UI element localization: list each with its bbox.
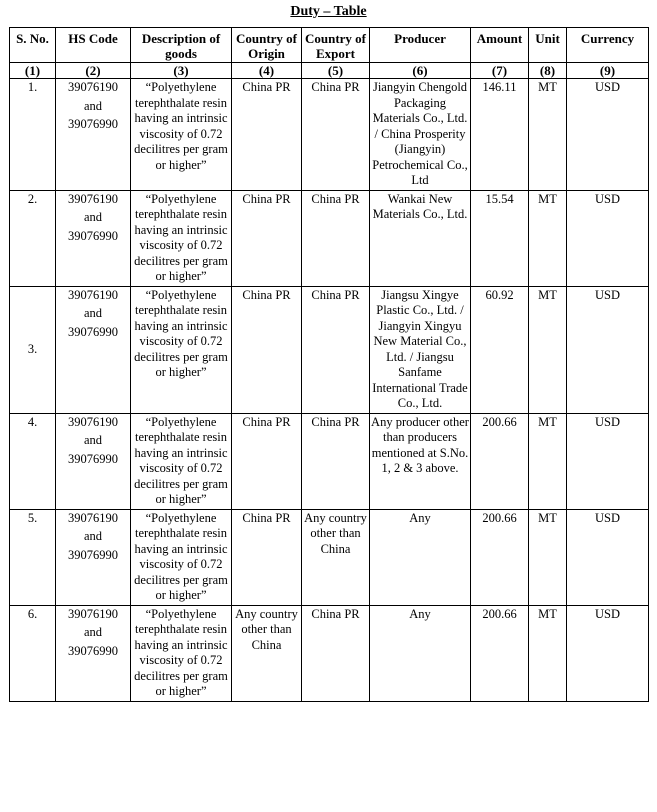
cell-producer: Wankai New Materials Co., Ltd. — [370, 190, 471, 286]
column-number-row — [10, 63, 649, 79]
col-num: (2) — [56, 63, 131, 79]
col-num: (7) — [471, 63, 529, 79]
cell-currency: USD — [567, 509, 649, 605]
cell-unit: MT — [529, 413, 567, 509]
cell-country-origin: Any country other than China — [232, 605, 302, 701]
cell-description: “Polyethylene terephthalate resin having an intrinsic viscosity of 0.72 decilitres per gram or higher” — [131, 190, 232, 286]
cell-currency: USD — [567, 79, 649, 191]
hs-code-and: and — [83, 210, 103, 224]
table-row — [10, 286, 649, 413]
header-amount: Amount — [471, 28, 529, 63]
col-num: (1) — [10, 63, 56, 79]
cell-description: “Polyethylene terephthalate resin having an intrinsic viscosity of 0.72 decilitres per gram or higher” — [131, 605, 232, 701]
header-unit: Unit — [529, 28, 567, 63]
cell-producer: Any producer other than producers mentioned at S.No. 1, 2 & 3 above. — [370, 413, 471, 509]
table-title: Duty – Table — [290, 4, 367, 19]
cell-unit: MT — [529, 605, 567, 701]
cell-currency: USD — [567, 286, 649, 413]
hs-code-and: and — [83, 433, 103, 447]
cell-country-origin: China PR — [232, 190, 302, 286]
table-row — [10, 605, 649, 701]
cell-unit: MT — [529, 190, 567, 286]
hs-code-and: and — [83, 625, 103, 639]
cell-country-origin: China PR — [232, 79, 302, 191]
cell-country-origin: China PR — [232, 509, 302, 605]
cell-description: “Polyethylene terephthalate resin having an intrinsic viscosity of 0.72 decilitres per gram or higher” — [131, 413, 232, 509]
hs-code-and: and — [83, 306, 103, 320]
header-producer: Producer — [370, 28, 471, 63]
header-country-export: Country of Export — [302, 28, 370, 63]
cell-hs-code — [56, 286, 131, 413]
hs-code-1: 39076190 — [68, 606, 118, 621]
cell-amount: 200.66 — [471, 509, 529, 605]
cell-sno: 4. — [10, 413, 56, 509]
col-num: (6) — [370, 63, 471, 79]
hs-code-and: and — [83, 98, 103, 113]
table-row — [10, 79, 649, 191]
hs-code-2: 39076990 — [68, 228, 118, 243]
cell-hs-code — [56, 79, 131, 191]
col-num: (5) — [302, 63, 370, 79]
cell-hs-code — [56, 605, 131, 701]
cell-unit: MT — [529, 509, 567, 605]
cell-hs-code — [56, 190, 131, 286]
cell-description: “Polyethylene terephthalate resin having an intrinsic viscosity of 0.72 decilitres per gram or higher” — [131, 79, 232, 191]
hs-code-1: 39076190 — [68, 80, 118, 94]
hs-code-2: 39076990 — [68, 547, 118, 562]
header-hs-code: HS Code — [56, 28, 131, 63]
cell-currency: USD — [567, 605, 649, 701]
hs-code-and: and — [83, 529, 103, 543]
table-row — [10, 190, 649, 286]
cell-producer: Jiangsu Xingye Plastic Co., Ltd. / Jiangyin Xingyu New Material Co., Ltd. / Jiangsu Sanfame International Trade Co., Ltd. — [370, 286, 471, 413]
cell-country-export: Any country other than China — [302, 509, 370, 605]
cell-unit: MT — [529, 79, 567, 191]
hs-code-2: 39076990 — [68, 117, 118, 131]
cell-description: “Polyethylene terephthalate resin having an intrinsic viscosity of 0.72 decilitres per gram or higher” — [131, 286, 232, 413]
cell-producer: Any — [370, 605, 471, 701]
cell-country-origin: China PR — [232, 286, 302, 413]
cell-amount: 200.66 — [471, 605, 529, 701]
cell-country-export: China PR — [302, 605, 370, 701]
cell-hs-code — [56, 509, 131, 605]
cell-hs-code — [56, 413, 131, 509]
hs-code-1: 39076190 — [68, 510, 118, 525]
cell-unit: MT — [529, 286, 567, 413]
col-num: (4) — [232, 63, 302, 79]
col-num: (8) — [529, 63, 567, 79]
col-num: (3) — [131, 63, 232, 79]
hs-code-1: 39076190 — [68, 287, 118, 302]
cell-country-export: China PR — [302, 190, 370, 286]
cell-amount: 60.92 — [471, 286, 529, 413]
cell-producer: Jiangyin Chengold Packaging Materials Co., Ltd. / China Prosperity (Jiangyin) Petrochemical Co., Ltd — [370, 79, 471, 191]
cell-sno: 1. — [10, 79, 56, 191]
hs-code-2: 39076990 — [68, 643, 118, 658]
cell-producer: Any — [370, 509, 471, 605]
cell-sno: 3. — [10, 286, 56, 413]
cell-sno: 2. — [10, 190, 56, 286]
table-row — [10, 509, 649, 605]
cell-country-export: China PR — [302, 79, 370, 191]
hs-code-1: 39076190 — [68, 191, 118, 206]
hs-code-2: 39076990 — [68, 451, 118, 466]
header-row — [10, 28, 649, 63]
cell-currency: USD — [567, 413, 649, 509]
cell-sno: 5. — [10, 509, 56, 605]
cell-amount: 200.66 — [471, 413, 529, 509]
col-num: (9) — [567, 63, 649, 79]
header-description: Description of goods — [131, 28, 232, 63]
header-currency: Currency — [567, 28, 649, 63]
cell-currency: USD — [567, 190, 649, 286]
cell-country-export: China PR — [302, 413, 370, 509]
cell-sno: 6. — [10, 605, 56, 701]
cell-amount: 146.11 — [471, 79, 529, 191]
hs-code-2: 39076990 — [68, 324, 118, 339]
cell-description: “Polyethylene terephthalate resin having an intrinsic viscosity of 0.72 decilitres per gram or higher” — [131, 509, 232, 605]
header-country-origin: Country of Origin — [232, 28, 302, 63]
cell-country-origin: China PR — [232, 413, 302, 509]
cell-amount: 15.54 — [471, 190, 529, 286]
duty-table — [9, 27, 649, 702]
header-sno: S. No. — [10, 28, 56, 63]
table-row — [10, 413, 649, 509]
hs-code-1: 39076190 — [68, 414, 118, 429]
cell-country-export: China PR — [302, 286, 370, 413]
